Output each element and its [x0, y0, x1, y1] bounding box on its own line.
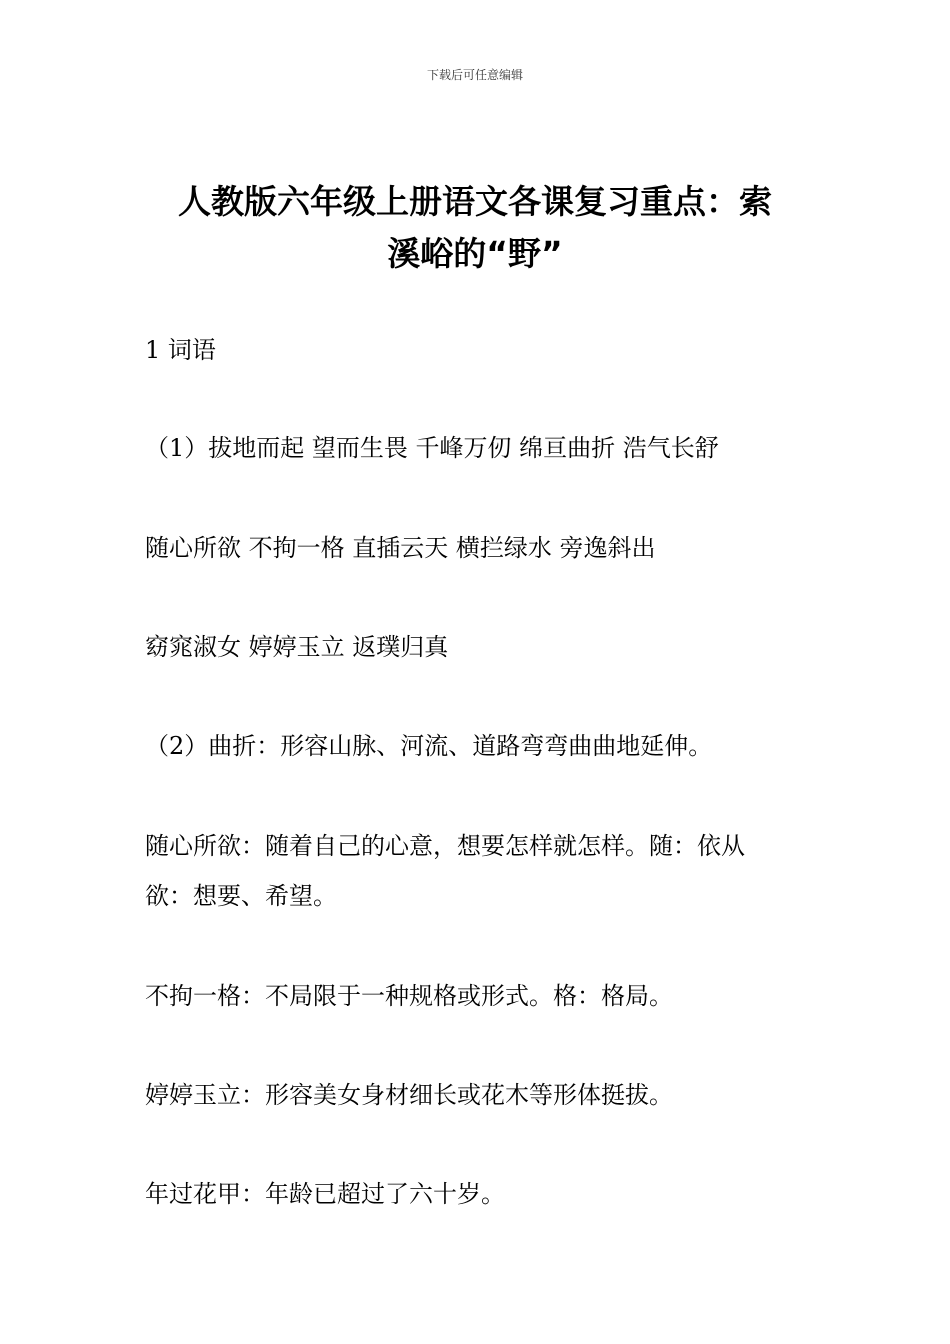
paragraph-words-1: （1）拔地而起 望而生畏 千峰万仞 绵亘曲折 浩气长舒: [145, 434, 719, 462]
paragraph-definition-suixinsuoyu: 随心所欲：随着自己的心意，想要怎样就怎样。随：依从: [145, 832, 745, 860]
paragraph-definition-bujuyige: 不拘一格：不局限于一种规格或形式。格：格局。: [145, 982, 673, 1010]
paragraph-definition-tingtingyuli: 婷婷玉立：形容美女身材细长或花木等形体挺拔。: [145, 1081, 673, 1109]
paragraph-words-2: 随心所欲 不拘一格 直插云天 横拦绿水 旁逸斜出: [145, 534, 656, 562]
paragraph-definition-suixinsuoyu-cont: 欲：想要、希望。: [145, 882, 337, 910]
section-heading: 1 词语: [145, 336, 216, 364]
header-note: 下载后可任意编辑: [426, 68, 523, 82]
paragraph-words-3: 窈窕淑女 婷婷玉立 返璞归真: [145, 633, 449, 661]
title-line-2: 溪峪的“野”: [387, 234, 563, 273]
paragraph-definition-nianguohuajia: 年过花甲：年龄已超过了六十岁。: [145, 1180, 505, 1208]
document-title: [145, 176, 805, 280]
title-line-1: 人教版六年级上册语文各课复习重点：索: [178, 182, 772, 221]
paragraph-definition-quzhe: （2）曲折：形容山脉、河流、道路弯弯曲曲地延伸。: [145, 732, 713, 760]
